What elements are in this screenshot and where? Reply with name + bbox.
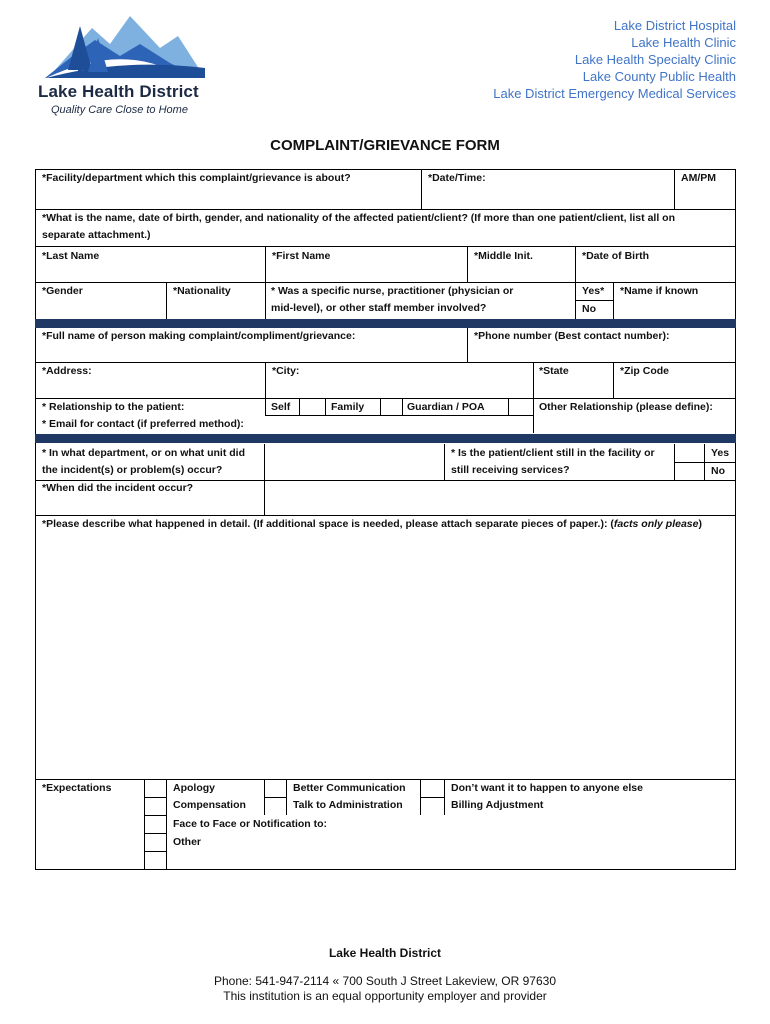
- still-no-option[interactable]: No: [711, 465, 725, 477]
- state-field[interactable]: *State: [539, 365, 569, 377]
- expect-billing-option[interactable]: Billing Adjustment: [451, 799, 544, 811]
- patient-info-label: *What is the name, date of birth, gender, and nationality of the affected patient/client? (If more than one patient/client, list all on: [42, 212, 675, 224]
- still-in-facility-label: * Is the patient/client still in the facility or: [451, 447, 655, 459]
- first-name-field[interactable]: *First Name: [272, 250, 331, 262]
- description-textarea[interactable]: [37, 536, 734, 776]
- form-title: COMPLAINT/GRIEVANCE FORM: [270, 137, 500, 154]
- section-divider: [35, 434, 736, 443]
- relationship-label: * Relationship to the patient:: [42, 401, 185, 413]
- footer-contact: Phone: 541-947-2114 « 700 South J Street Lakeview, OR 97630: [213, 974, 557, 988]
- last-name-field[interactable]: *Last Name: [42, 250, 100, 262]
- expectations-label: *Expectations: [42, 782, 112, 794]
- relationship-family-option[interactable]: Family: [331, 401, 365, 413]
- facility-list: [493, 17, 736, 102]
- dob-field[interactable]: *Date of Birth: [582, 250, 650, 262]
- staff-no-option[interactable]: No: [582, 303, 596, 315]
- expect-talk-admin-option[interactable]: Talk to Administration: [293, 799, 403, 811]
- facility-item: Lake Health Specialty Clinic: [574, 52, 736, 67]
- city-field[interactable]: *City:: [272, 365, 300, 377]
- facility-item: Lake District Emergency Medical Services: [493, 86, 736, 101]
- staff-yes-option[interactable]: Yes*: [582, 285, 605, 297]
- department-label-2: the incident(s) or problem(s) occur?: [42, 464, 223, 476]
- department-input[interactable]: [266, 445, 442, 478]
- expect-apology-option[interactable]: Apology: [173, 782, 215, 794]
- footer-equal-opportunity: This institution is an equal opportunity employer and provider: [223, 989, 547, 1003]
- other-relationship-field[interactable]: Other Relationship (please define):: [539, 401, 713, 413]
- section-divider: [35, 319, 736, 328]
- address-field[interactable]: *Address:: [42, 365, 92, 377]
- email-field[interactable]: * Email for contact (if preferred method):: [42, 418, 244, 430]
- department-label: * In what department, or on what unit did: [42, 447, 245, 459]
- staff-involved-label-2: mid-level), or other staff member involved?: [271, 302, 487, 314]
- mountain-logo-icon: [40, 8, 208, 82]
- description-label: *Please describe what happened in detail. (If additional space is needed, please attach separate pieces of paper.): (facts only please): [42, 518, 702, 530]
- facility-item: Lake County Public Health: [582, 69, 736, 84]
- relationship-guardian-option[interactable]: Guardian / POA: [407, 401, 485, 413]
- phone-field[interactable]: *Phone number (Best contact number):: [474, 330, 670, 342]
- gender-field[interactable]: *Gender: [42, 285, 83, 297]
- full-name-field[interactable]: *Full name of person making complaint/compliment/grievance:: [42, 330, 356, 342]
- facility-item: Lake Health Clinic: [631, 35, 736, 50]
- expect-dont-want-option[interactable]: Don’t want it to happen to anyone else: [451, 782, 643, 794]
- expect-other-option[interactable]: Other: [173, 836, 202, 848]
- datetime-field[interactable]: *Date/Time:: [428, 172, 486, 184]
- logo-name: Lake Health District: [38, 82, 199, 101]
- still-yes-option[interactable]: Yes: [711, 447, 730, 459]
- staff-involved-label: * Was a specific nurse, practitioner (physician or: [271, 285, 514, 297]
- incident-when-input[interactable]: [266, 482, 734, 513]
- expect-better-communication-option[interactable]: Better Communication: [293, 782, 406, 794]
- zip-field[interactable]: *Zip Code: [620, 365, 669, 377]
- incident-when-label: *When did the incident occur?: [42, 482, 194, 494]
- facility-item: Lake District Hospital: [613, 18, 736, 33]
- still-in-facility-label-2: still receiving services?: [451, 464, 570, 476]
- staff-name-field[interactable]: *Name if known: [620, 285, 699, 297]
- logo-tagline: Quality Care Close to Home: [51, 104, 188, 116]
- patient-info-label-2: separate attachment.): [42, 229, 151, 241]
- relationship-self-option[interactable]: Self: [271, 401, 291, 413]
- footer-org: Lake Health District: [328, 946, 442, 960]
- ampm-label: AM/PM: [681, 172, 716, 184]
- middle-init-field[interactable]: *Middle Init.: [474, 250, 533, 262]
- expect-compensation-option[interactable]: Compensation: [173, 799, 246, 811]
- expect-face-to-face-option[interactable]: Face to Face or Notification to:: [173, 818, 328, 830]
- nationality-field[interactable]: *Nationality: [173, 285, 231, 297]
- facility-field[interactable]: *Facility/department which this complaint/grievance is about?: [42, 172, 351, 184]
